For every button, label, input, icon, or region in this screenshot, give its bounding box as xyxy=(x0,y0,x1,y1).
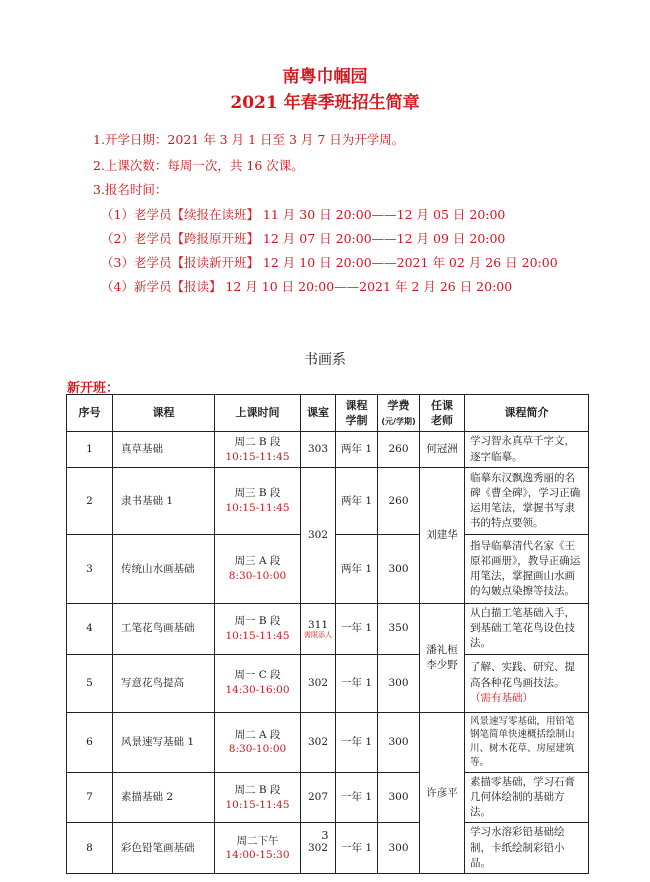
cell-room: 311 需限添人 xyxy=(301,604,336,655)
cell-no: 1 xyxy=(67,432,113,468)
cell-duration: 一年 1 xyxy=(336,654,378,712)
cell-room: 302 xyxy=(301,468,336,604)
cell-time: 周二 B 段 10:15-11:45 xyxy=(215,772,301,823)
title-line-1: 南粤巾帼园 xyxy=(282,67,368,87)
cell-no: 3 xyxy=(67,535,113,604)
cell-course: 隶书基础 1 xyxy=(113,468,215,535)
cell-teacher: 许彦平 xyxy=(420,712,465,873)
cell-duration: 两年 1 xyxy=(336,432,378,468)
cell-fee: 300 xyxy=(378,712,420,772)
cell-duration: 一年 1 xyxy=(336,604,378,655)
page-number: 3 xyxy=(321,829,329,842)
cell-fee: 260 xyxy=(378,468,420,535)
cell-room: 302 xyxy=(301,712,336,772)
cell-course: 彩色铅笔画基础 xyxy=(113,823,215,874)
registration-item-4: （4）新学员【报读】 12 月 10 日 20:00——2021 年 2 月 26 日 20:00 xyxy=(101,279,513,294)
cell-time: 周一 C 段 14:30-16:00 xyxy=(215,654,301,712)
header-duration: 课程 学制 xyxy=(336,395,378,432)
cell-no: 6 xyxy=(67,712,113,772)
cell-intro: 指导临摹清代名家《王原祁画册》，教导正确运用笔法，掌握画山水画的勾皴点染擦等技法。 xyxy=(465,535,589,604)
new-class-label: 新开班： xyxy=(67,381,120,396)
table-row xyxy=(67,772,589,823)
registration-item-1: （1）老学员【续报在读班】 11 月 30 日 20:00——12 月 05 日 20:00 xyxy=(101,207,506,222)
title-line-2: 2021 年春季班招生简章 xyxy=(230,93,420,113)
cell-course: 写意花鸟提高 xyxy=(113,654,215,712)
cell-duration: 两年 1 xyxy=(336,535,378,604)
cell-time: 周一 B 段 10:15-11:45 xyxy=(215,604,301,655)
cell-time: 周二下午 14:00-15:30 xyxy=(215,823,301,874)
cell-no: 2 xyxy=(67,468,113,535)
cell-teacher: 何冠洲 xyxy=(420,432,465,468)
cell-time: 周二 A 段 8:30-10:00 xyxy=(215,712,301,772)
cell-teacher: 刘建华 xyxy=(420,468,465,604)
cell-room: 207 xyxy=(301,772,336,823)
header-teacher: 任课 老师 xyxy=(420,395,465,432)
cell-course: 风景速写基础 1 xyxy=(113,712,215,772)
cell-no: 7 xyxy=(67,772,113,823)
cell-intro: 了解、实践、研究、提高各种花鸟画技法。 （需有基础） xyxy=(465,654,589,712)
header-time: 上课时间 xyxy=(215,395,301,432)
cell-intro: 从白描工笔基础入手，到基础工笔花鸟设色技法。 xyxy=(465,604,589,655)
cell-intro: 素描零基础，学习石膏几何体绘制的基础方法。 xyxy=(465,772,589,823)
registration-item-2: （2）老学员【跨报原开班】 12 月 07 日 20:00——12 月 09 日 20:00 xyxy=(101,231,506,246)
cell-duration: 两年 1 xyxy=(336,468,378,535)
cell-teacher: 潘礼桓 李少野 xyxy=(420,604,465,713)
table-row xyxy=(67,432,589,468)
cell-intro: 学习智永真草千字文，逐字临摹。 xyxy=(465,432,589,468)
cell-no: 8 xyxy=(67,823,113,874)
cell-fee: 300 xyxy=(378,535,420,604)
header-intro: 课程简介 xyxy=(465,395,589,432)
info-registration-heading: 3.报名时间： xyxy=(93,182,168,197)
cell-time: 周三 B 段 10:15-11:45 xyxy=(215,468,301,535)
info-class-count: 2.上课次数：每周一次，共 16 次课。 xyxy=(93,158,304,173)
registration-item-3: （3）老学员【报读新开班】 12 月 10 日 20:00——2021 年 02 月 26 日 20:00 xyxy=(101,255,558,270)
table-row xyxy=(67,604,589,655)
header-room: 课室 xyxy=(301,395,336,432)
cell-duration: 一年 1 xyxy=(336,823,378,874)
cell-fee: 260 xyxy=(378,432,420,468)
table-row xyxy=(67,468,589,535)
cell-fee: 350 xyxy=(378,604,420,655)
cell-room: 302 xyxy=(301,654,336,712)
cell-fee: 300 xyxy=(378,823,420,874)
cell-duration: 一年 1 xyxy=(336,772,378,823)
cell-intro: 风景速写零基础，用铅笔钢笔简单快速概括绘制山川、树木花草、房屋建筑等。 xyxy=(465,712,589,772)
cell-duration: 一年 1 xyxy=(336,712,378,772)
section-title: 书画系 xyxy=(304,352,346,368)
cell-intro: 学习水溶彩铅基础绘制，卡纸绘制彩铅小品。 xyxy=(465,823,589,874)
cell-course: 传统山水画基础 xyxy=(113,535,215,604)
table-header-row xyxy=(67,395,589,432)
header-no: 序号 xyxy=(67,395,113,432)
cell-fee: 300 xyxy=(378,772,420,823)
cell-time: 周二 B 段 10:15-11:45 xyxy=(215,432,301,468)
cell-time: 周三 A 段 8:30-10:00 xyxy=(215,535,301,604)
table-row xyxy=(67,654,589,712)
cell-room: 302 xyxy=(301,823,336,874)
cell-intro: 临摹东汉飘逸秀丽的名碑《曹全碑》，学习正确运用笔法，掌握书写隶书的特点要领。 xyxy=(465,468,589,535)
course-table xyxy=(66,394,589,874)
cell-fee: 300 xyxy=(378,654,420,712)
header-fee: 学费 (元/学期) xyxy=(378,395,420,432)
info-start-date: 1.开学日期：2021 年 3 月 1 日至 3 月 7 日为开学周。 xyxy=(93,132,405,147)
cell-course: 素描基础 2 xyxy=(113,772,215,823)
header-course: 课程 xyxy=(113,395,215,432)
cell-no: 5 xyxy=(67,654,113,712)
table-row xyxy=(67,712,589,772)
cell-course: 工笔花鸟画基础 xyxy=(113,604,215,655)
cell-course: 真草基础 xyxy=(113,432,215,468)
cell-room: 303 xyxy=(301,432,336,468)
cell-no: 4 xyxy=(67,604,113,655)
